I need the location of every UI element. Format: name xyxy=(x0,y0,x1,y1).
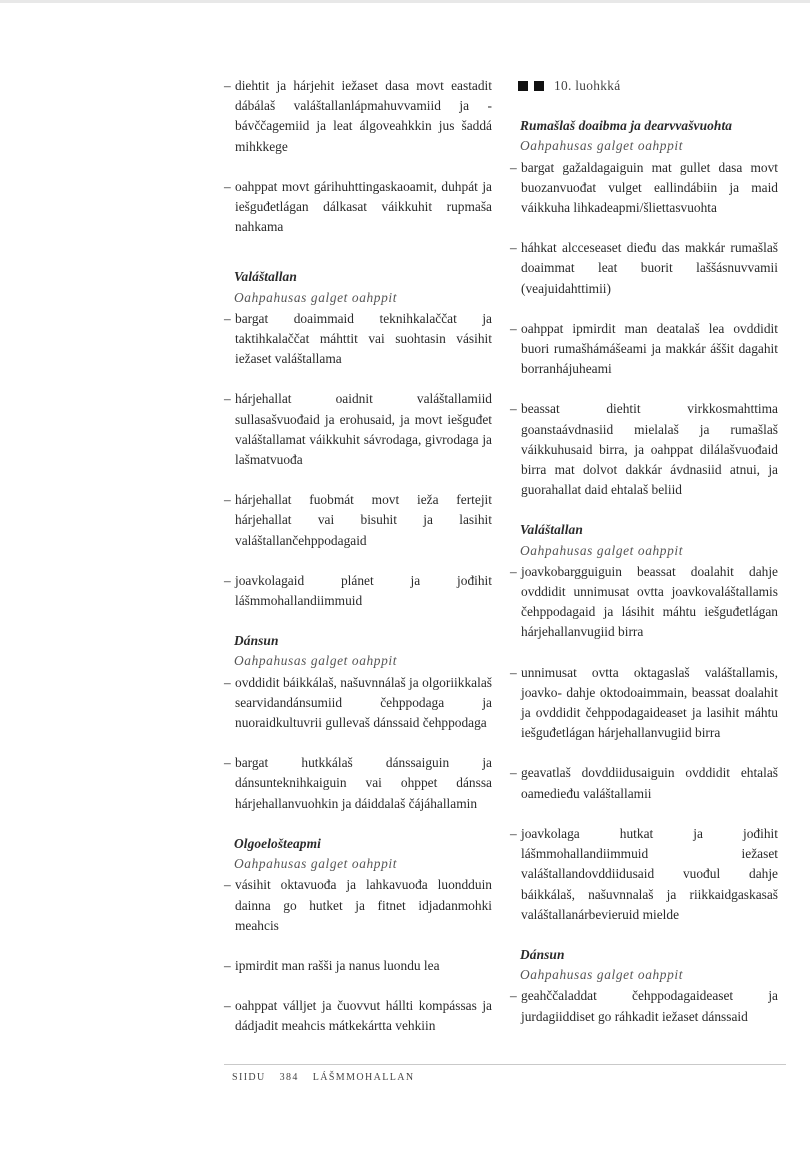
section-title: Dánsun xyxy=(520,946,565,962)
chapter-label: 10. luohkká xyxy=(554,78,621,93)
list-item: – joavkobargguiguin beassat doalahit dahje ovddidit unnimusat ovtta joavkovaláštallamis čehppodagaid ja lásihit máhtu iešguđetlágan hárjehallanvugiid birra xyxy=(510,563,778,640)
section-title: Olgoelošteapmi xyxy=(234,835,321,851)
list-item: – joavkolaga hutkat ja jođihit lášmmohallandiimmuid iežaset valáštallandovddiidusaid vuođul dahje báikkálaš, našuvnnalaš ja riikkaidgaskasaš valáštallanárbevieruid mielde xyxy=(510,825,778,922)
list-item: – bargat gažaldagaiguin mat gullet dasa movt buozanvuođat vulget eallindábiin ja maid váikkuha lihkadeapmi/šliettasvuohta xyxy=(510,159,778,216)
section-subtitle: Oahpahusas galget oahppit xyxy=(520,138,684,154)
section-subtitle: Oahpahusas galget oahppit xyxy=(234,653,398,669)
list-item: – ovddidit báikkálaš, našuvnnálaš ja olgoriikkalaš searvidandánsumiid čehppodaga ja nuoraidkultuvrii gullevaš dánssaid čehppodaga xyxy=(224,674,492,731)
list-item: – bargat hutkkálaš dánssaiguin ja dánsunteknihkaiguin vai ohppet dánssa hárjehallanvuohkin ja dáiddalaš čájáhallamin xyxy=(224,755,492,811)
list-item: – vásihit oktavuođa ja lahkavuođa luondduin dainna go hutket ja fitnet idjadanmohki meahcis xyxy=(224,877,492,933)
page-footer xyxy=(232,1072,425,1083)
list-item: – beassat diehtit virkkosmahttima goanstaávdnasiid mielalaš ja rumašlaš váikkuhusaid birra, ja oahppat dilálašvuođaid birra mat dolvot dakkár ávdnasiid atnui, ja guorahallat daid ehtalaš beliid xyxy=(510,401,778,498)
list-item: – oahppat válljet ja čuovvut hállti kompássas ja dádjadit meahcis mátkekártta vehkiin xyxy=(224,998,492,1034)
page-label: SIIDU xyxy=(232,1072,266,1083)
section-title: Valáštallan xyxy=(520,522,583,538)
chapter-heading xyxy=(510,76,778,96)
list-item: – ipmirdit man rašši ja nanus luondu lea xyxy=(224,957,440,973)
list-item: – oahppat movt gárihuhttingaskaoamit, duhpát ja iešguđetlágan dálkasat váikkuhit rupmaša nahkama xyxy=(224,178,492,235)
left-column xyxy=(224,76,492,1057)
right-column xyxy=(510,76,778,1047)
footer-divider xyxy=(224,1064,786,1065)
list-item: – diehtit ja hárjehit iežaset dasa movt eastadit dábálaš valáštallanlápmahuvvamiid ja -bávččagemiid ja leat álgoveahkkin jus šaddá mihkkege xyxy=(224,78,492,154)
list-item: – hárjehallat oaidnit valáštallamiid sullasašvuođaid ja erohusaid, ja movt iešguđet valáštallamat váikkuhit sávrodaga, givrodaga ja lašmatvuođa xyxy=(224,391,492,468)
page-top-edge xyxy=(0,0,810,3)
section-subtitle: Oahpahusas galget oahppit xyxy=(234,856,398,872)
section-subtitle: Oahpahusas galget oahppit xyxy=(520,542,684,558)
section-title: Rumašlaš doaibma ja dearvvašvuohta xyxy=(520,118,733,134)
list-item: – geahččaladdat čehppodagaideaset ja jurdagiiddiset go ráhkadit iežaset dánssaid xyxy=(510,988,778,1024)
section-subtitle: Oahpahusas galget oahppit xyxy=(520,967,684,983)
list-item: – unnimusat ovtta oktagaslaš valáštallamis, joavko- dahje oktodoaimmain, beassat doalahit ja ovddidit čehppodagaideaset ja lasihit máhtu iešguđetlágan hárjehallanvugiid birra xyxy=(510,664,778,741)
list-item: – oahppat ipmirdit man deatalaš lea ovddidit buori rumašhámášeami ja makkár áššit dagahit borranhájuheami xyxy=(510,320,778,377)
list-item: – hárjehallat fuobmát movt ieža fertejit hárjehallat vai bisuhit ja lasihit valáštallančehppodagaid xyxy=(224,492,492,548)
page-number: 384 xyxy=(279,1072,299,1083)
section-subtitle: Oahpahusas galget oahppit xyxy=(234,289,398,305)
list-item: – bargat doaimmaid teknihkalaččat ja taktihkalaččat máhttit vai suohtasin vásihit iežaset valáštallama xyxy=(224,310,492,367)
square-bullet-icon xyxy=(534,81,544,91)
running-title: LÁŠMMOHALLAN xyxy=(312,1072,415,1083)
section-title: Valáštallan xyxy=(234,269,297,285)
list-item: – joavkolagaid plánet ja jođihit lášmmohallandiimmuid xyxy=(224,572,492,609)
list-item: – háhkat alcceseaset dieđu das makkár rumašlaš doaimmat leat buorit laššásnuvvamii (veajuidahttimii) xyxy=(510,240,778,296)
section-title: Dánsun xyxy=(234,633,279,649)
square-bullet-icon xyxy=(518,81,528,91)
list-item: – geavatlaš dovddiidusaiguin ovddidit ehtalaš oamedieđu valáštallamii xyxy=(510,765,778,801)
